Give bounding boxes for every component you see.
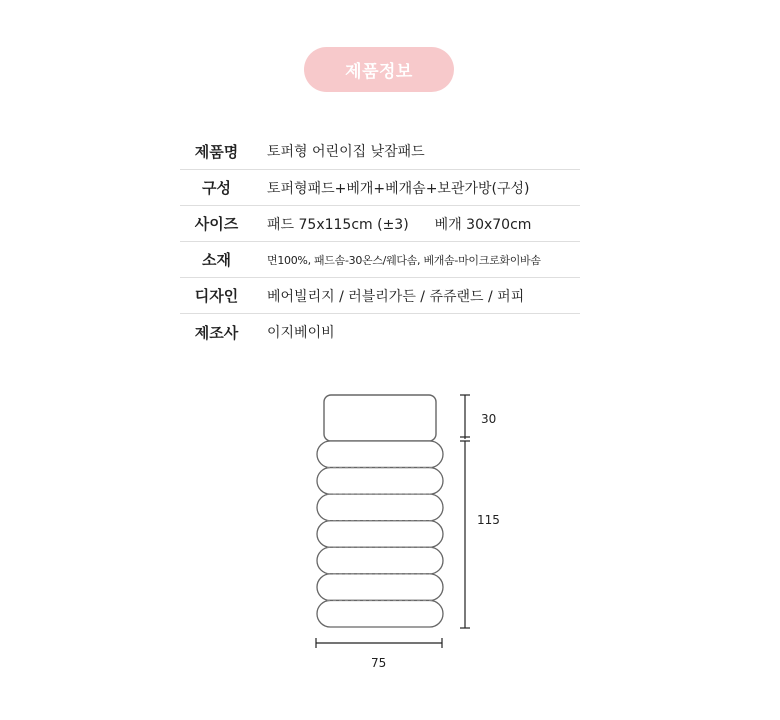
spec-row-material (180, 242, 580, 278)
spec-label: 디자인 (194, 287, 239, 305)
pad-segments (317, 441, 443, 627)
pad-segment (317, 441, 443, 468)
pad-segment (317, 494, 443, 521)
spec-label: 소재 (202, 251, 231, 269)
pad-segment (317, 521, 443, 548)
width-label: 75 (371, 656, 387, 670)
spec-label: 사이즈 (194, 215, 239, 233)
spec-label: 제조사 (194, 323, 239, 342)
pad-height-label: 115 (477, 513, 500, 527)
section-title-badge (304, 47, 454, 92)
spec-value: 토퍼형패드+베개+베개솜+보관가방(구성) (267, 180, 530, 197)
product-info-table (180, 133, 580, 350)
section-title: 제품정보 (345, 62, 413, 82)
spec-row-size (180, 206, 580, 242)
spec-row-composition (180, 170, 580, 206)
spec-value (267, 214, 531, 234)
size-diagram-svg (300, 385, 520, 685)
spec-value: 이지베이비 (267, 325, 335, 341)
spec-label: 제품명 (194, 142, 239, 161)
spec-label: 구성 (202, 179, 231, 197)
pillow-height-label: 30 (481, 412, 497, 426)
pad-segment (317, 547, 443, 574)
spec-value: 베어빌리지 / 러블리가든 / 쥬쥬랜드 / 퍼피 (267, 288, 525, 305)
pad-segment (317, 468, 443, 495)
pillow-size-value: 베개 30x70cm (434, 216, 532, 233)
spec-value: 토퍼형 어린이집 낮잠패드 (267, 144, 425, 160)
pad-segment (317, 574, 443, 601)
spec-value: 면100%, 패드솜-30온스/웨다솜, 베개솜-마이크로화이바솜 (267, 253, 541, 267)
spec-row-design (180, 278, 580, 314)
pad-size-value: 패드 75x115cm (±3) (267, 216, 409, 233)
size-diagram (300, 385, 520, 685)
pillow-outline (324, 395, 436, 441)
pad-segment (317, 600, 443, 627)
spec-row-name (180, 133, 580, 170)
spec-row-manufacturer (180, 314, 580, 350)
